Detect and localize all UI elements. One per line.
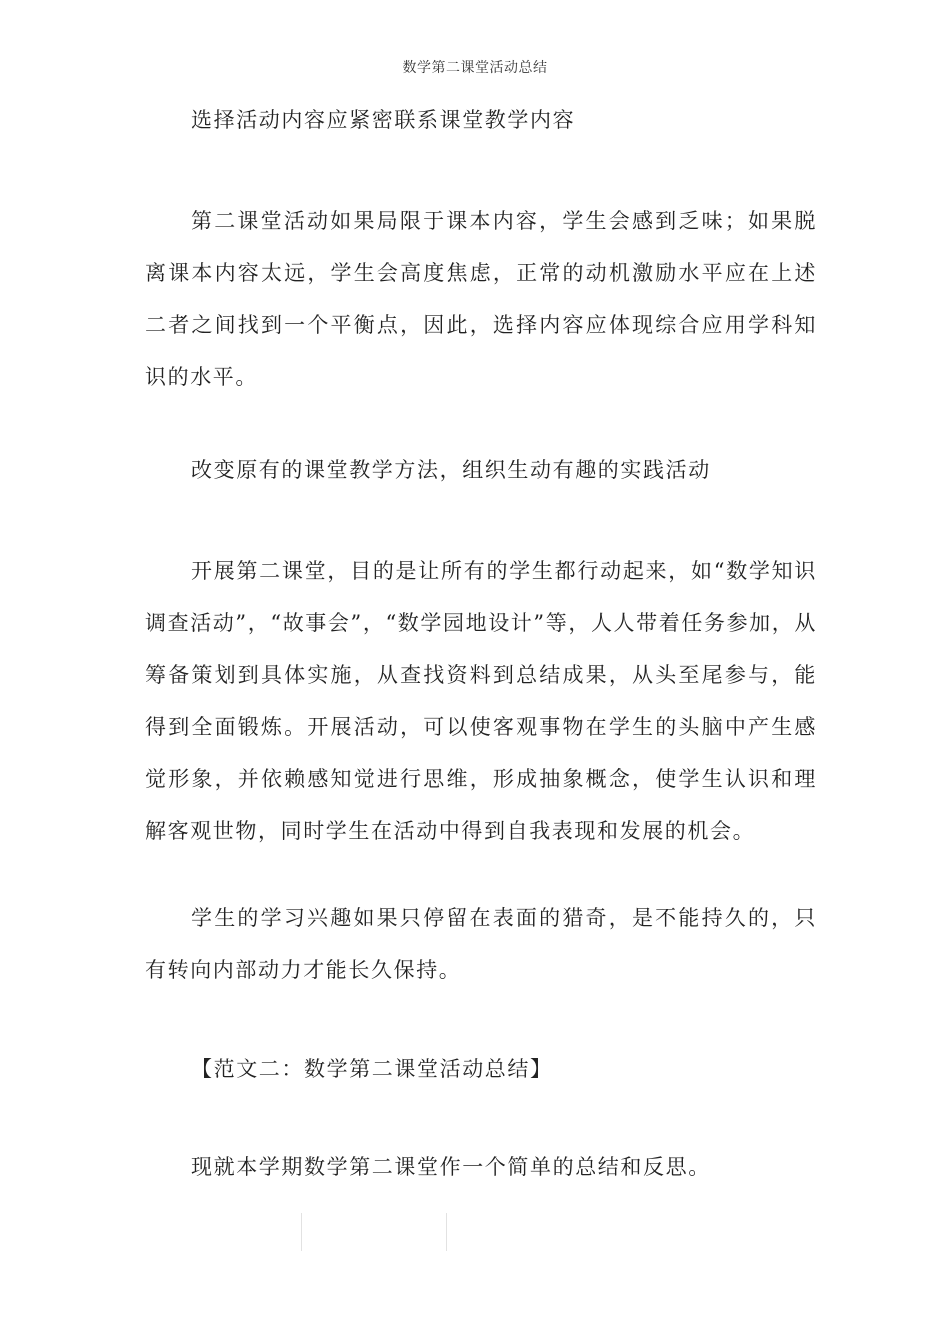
section-heading-sample-two: 【范文二：数学第二课堂活动总结】	[191, 1057, 553, 1081]
table-divider-line	[446, 1213, 447, 1251]
paragraph-summary-intro: 现就本学期数学第二课堂作一个简单的总结和反思。	[191, 1155, 711, 1179]
page-header-title: 数学第二课堂活动总结	[402, 60, 548, 76]
paragraph-interest: 学生的学习兴趣如果只停留在表面的猎奇，是不能持久的，只有转向内部动力才能长久保持。	[145, 906, 817, 982]
section-heading-content-selection: 选择活动内容应紧密联系课堂教学内容	[191, 108, 576, 132]
section-heading-teaching-method: 改变原有的课堂教学方法，组织生动有趣的实践活动	[191, 458, 711, 482]
table-divider-line	[301, 1213, 302, 1251]
paragraph-content-balance: 第二课堂活动如果局限于课本内容，学生会感到乏味；如果脱离课本内容太远，学生会高度焦虑，正常的动机激励水平应在上述二者之间找到一个平衡点，因此，选择内容应体现综合应用学科知识的水平。	[145, 209, 817, 389]
paragraph-practice-activities: 开展第二课堂，目的是让所有的学生都行动起来，如“数学知识调查活动”，“故事会”，“数学园地设计”等，人人带着任务参加，从筹备策划到具体实施，从查找资料到总结成果，从头至尾参与，能得到全面锻炼。开展活动，可以使客观事物在学生的头脑中产生感觉形象，并依赖感知觉进行思维，形成抽象概念，使学生认识和理解客观世物，同时学生在活动中得到自我表现和发展的机会。	[145, 559, 817, 843]
